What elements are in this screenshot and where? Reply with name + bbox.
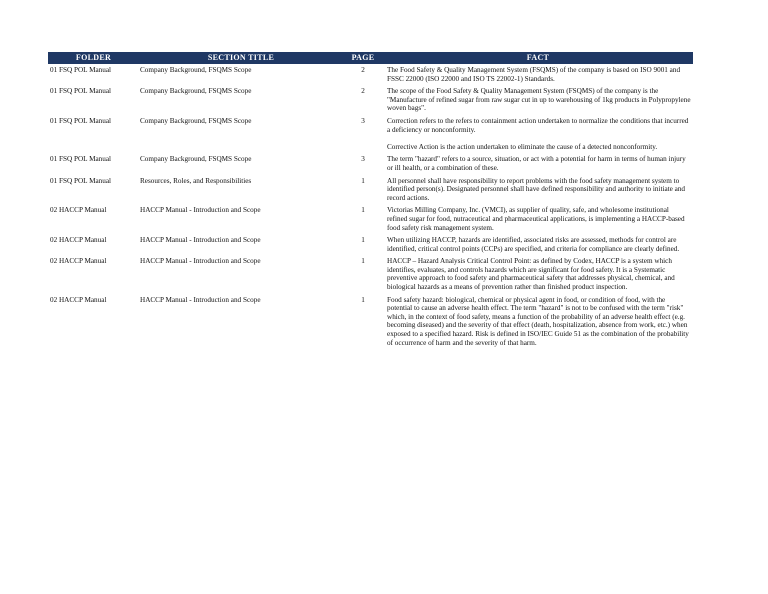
fact-cell — [383, 175, 693, 205]
fact-paragraph: Correction refers to the refers to containment action undertaken to normalize the conditions that incurred a deficiency or nonconformity. — [387, 116, 689, 134]
fact-cell — [383, 153, 693, 174]
facts-table — [48, 52, 693, 349]
section-title-cell: HACCP Manual - Introduction and Scope — [140, 206, 261, 215]
folder-cell: 01 FSQ POL Manual — [50, 116, 112, 125]
page-cell: 2 — [361, 87, 365, 96]
section-title-cell: HACCP Manual - Introduction and Scope — [140, 236, 261, 245]
table-row — [48, 64, 693, 86]
page-cell: 1 — [361, 206, 365, 215]
folder-cell: 01 FSQ POL Manual — [50, 87, 112, 96]
section-title-cell: Company Background, FSQMS Scope — [140, 116, 252, 125]
table-row — [48, 204, 693, 234]
fact-paragraph: The term "hazard" refers to a source, situation, or act with a potential for harm in terms of human injury or ill health, or a combination of these. — [387, 155, 686, 172]
fact-cell — [383, 255, 693, 293]
fact-cell — [383, 85, 693, 115]
header-section-title: SECTION TITLE — [139, 52, 343, 64]
table-row — [48, 85, 693, 115]
fact-paragraph: The Food Safety & Quality Management System (FSQMS) of the company is based on ISO 9001 and FSSC 22000 (ISO 22000 and ISO TS 22002-1) Standards. — [387, 66, 681, 83]
section-title-cell: HACCP Manual - Introduction and Scope — [140, 295, 261, 304]
page-cell: 3 — [361, 116, 365, 125]
fact-cell — [383, 204, 693, 234]
folder-cell: 01 FSQ POL Manual — [50, 176, 112, 185]
fact-paragraph: The scope of the Food Safety & Quality Management System (FSQMS) of the company is the "Manufacture of refined sugar from raw sugar cut in up to warehousing of 1kg products in Polypropylene woven bags". — [387, 87, 691, 113]
folder-cell: 02 HACCP Manual — [50, 257, 107, 266]
table-row — [48, 115, 693, 153]
folder-cell: 02 HACCP Manual — [50, 236, 107, 245]
fact-paragraph: When utilizing HACCP, hazards are identified, associated risks are assessed, methods for control are identified, critical control points (CCPs) are specified, and criteria for compliance are clearly defined. — [387, 236, 680, 253]
fact-cell — [383, 115, 693, 153]
section-title-cell: Company Background, FSQMS Scope — [140, 87, 252, 96]
fact-sheet — [48, 52, 693, 349]
fact-cell — [383, 64, 693, 86]
folder-cell: 02 HACCP Manual — [50, 206, 107, 215]
section-title-cell: Company Background, FSQMS Scope — [140, 155, 252, 164]
table-row — [48, 153, 693, 174]
table-body — [48, 64, 693, 350]
page-cell: 3 — [361, 155, 365, 164]
fact-cell — [383, 234, 693, 255]
table-row — [48, 294, 693, 350]
header-fact: FACT — [383, 52, 693, 64]
folder-cell: 01 FSQ POL Manual — [50, 155, 112, 164]
fact-paragraph: HACCP – Hazard Analysis Critical Control Point: as defined by Codex, HACCP is a system which identifies, evaluates, and controls hazards which are significant for food safety. It is a Systematic preventive approach to food safety and pharmaceutical safety that addresses physical, chemical, and biological hazards as a means of prevention rather than finished product inspection. — [387, 257, 675, 292]
fact-cell — [383, 294, 693, 350]
section-title-cell: Resources, Roles, and Responsibilities — [140, 176, 252, 185]
page-cell: 1 — [361, 257, 365, 266]
section-title-cell: Company Background, FSQMS Scope — [140, 66, 252, 74]
header-page: PAGE — [343, 52, 383, 64]
table-row — [48, 175, 693, 205]
fact-paragraph: All personnel shall have responsibility to report problems with the food safety management system to identified person(s). Designated personnel shall have defined responsibility and authority to initiate and record actions. — [387, 176, 686, 202]
page-cell: 1 — [361, 236, 365, 245]
page-cell: 1 — [361, 176, 365, 185]
header-row — [48, 52, 693, 64]
fact-paragraph: Victorias Milling Company, Inc. (VMCI), as supplier of quality, safe, and wholesome institutional refined sugar for food, nutraceutical and pharmaceutical applications, is implementing a HACCP-based food safety risk management system. — [387, 206, 685, 232]
page-cell: 1 — [361, 295, 365, 304]
folder-cell: 02 HACCP Manual — [50, 295, 107, 304]
fact-paragraph: Food safety hazard: biological, chemical or physical agent in food, or condition of food, with the potential to cause an adverse health effect. The term "hazard" is not to be confused with the term "risk" which, in the context of food safety, means a function of the probability of an adverse health effect (e.g. becoming diseased) and the severity of that effect (death, hospitalization, absence from work, etc.) when exposed to a specified hazard. Risk is defined in ISO/IEC Guide 51 as the combination of the probability of occurrence of harm and the severity of that harm. — [387, 295, 689, 347]
table-row — [48, 255, 693, 293]
table-row — [48, 234, 693, 255]
page-cell: 2 — [361, 66, 365, 74]
fact-paragraph: Corrective Action is the action undertaken to eliminate the cause of a detected nonconformity. — [387, 142, 658, 151]
section-title-cell: HACCP Manual - Introduction and Scope — [140, 257, 261, 266]
folder-cell: 01 FSQ POL Manual — [50, 66, 112, 74]
header-folder: FOLDER — [48, 52, 139, 64]
